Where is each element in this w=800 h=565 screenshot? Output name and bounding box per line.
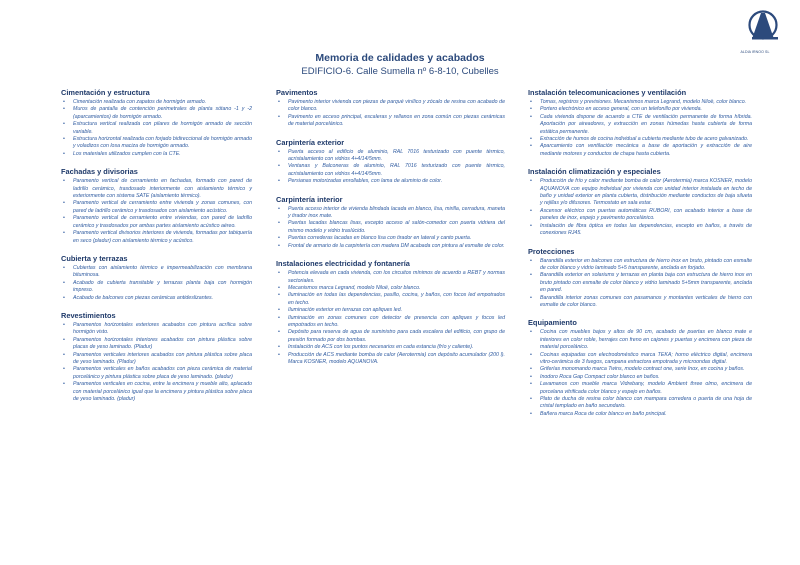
list-item	[61, 178, 252, 200]
bullet-icon: •	[530, 222, 532, 229]
list-item	[276, 352, 505, 367]
bullet-icon: •	[530, 373, 532, 380]
list-item-text: Instalación de fibra óptica en todas las dependencias, excepto en baños, a través de conexiones RJ45.	[540, 222, 752, 237]
bullet-icon: •	[530, 410, 532, 417]
bullet-icon: •	[530, 178, 532, 185]
logo-caption: ALDIA IRNOO SL	[740, 50, 770, 54]
list-item-text: Griferías monomando marca Twins, modelo contract one, serie Inox, en cocina y baños.	[540, 366, 745, 373]
list-item-text: Persianas motorizadas enrollables, con lama de aluminio de color.	[288, 178, 443, 185]
bullet-icon: •	[63, 178, 65, 185]
bullet-icon: •	[278, 307, 280, 314]
bullet-icon: •	[530, 329, 532, 336]
bullet-icon: •	[63, 230, 65, 237]
bullet-icon: •	[63, 294, 65, 301]
section-list	[276, 99, 505, 129]
list-item-text: Inodoro Roca Gap Compact color blanco en baños.	[540, 373, 660, 380]
list-item	[276, 270, 505, 285]
list-item-text: Paramentos verticales en cocina, entre la encimera y mueble alto, aplacado con material porcelánico igual que la encimera y pintura plástica sobre placa de yeso laminado. (pladur)	[73, 381, 252, 402]
list-item-text: Barandilla exterior en solariums y terrazas en planta baja con estructura de hierro inox en bruto pintado con esmalte de color blanco y vidrio laminado 5+5mm transparente, anclada en pared.	[540, 272, 752, 294]
page-subtitle: EDIFICIO-6. Calle Sumella nº 6-8-10, Cubelles	[301, 66, 499, 77]
section-list	[528, 329, 752, 418]
list-item-text: Plato de ducha de resina color blanco con mampara corredera o puerta de una hoja de cristal templado en baño secundario.	[540, 396, 752, 410]
list-item	[528, 381, 752, 396]
list-item-text: Depósito para reserva de agua de suministro para cada escalera del edificio, con grupo de presión formado por dos bombas.	[288, 329, 505, 343]
list-item-text: Ventanas y Balconeras de aluminio, RAL 7016 texturizado con puente térmico, acristalamiento con vidrios 4+4/14/5mm.	[288, 163, 505, 177]
bullet-icon: •	[278, 235, 280, 242]
page-title: Memoria de calidades y acabados	[315, 52, 485, 64]
list-item	[528, 366, 752, 373]
list-item-text: Iluminación exterior en terrazas con apliques led.	[288, 307, 403, 314]
bullet-icon: •	[63, 366, 65, 373]
bullet-icon: •	[530, 366, 532, 373]
list-item-text: Puerta acceso al edificio de aluminio, RAL 7016 texturizado con puente térmico, acristalamiento con vidrios 4+4/14/5mm.	[288, 148, 505, 163]
list-item-text: Cocinas equipadas con electrodoméstico marca TEKA; horno eléctrico digital, encimera vitro-cerámica de 3 fuegos, campana extractora empotrada y microondas digital.	[540, 351, 752, 365]
section-list	[528, 99, 752, 158]
section	[528, 167, 752, 237]
section	[528, 247, 752, 310]
list-item	[61, 280, 252, 295]
list-item	[528, 272, 752, 294]
bullet-icon: •	[278, 178, 280, 185]
section-list	[528, 258, 752, 310]
list-item-text: Tomas, registros y previsiones. Mecanismos marca Legrand, modelo Niloë, color blanco.	[540, 99, 747, 105]
bullet-icon: •	[278, 220, 280, 227]
section	[61, 88, 252, 158]
list-item-text: Estructura horizontal realizada con forjado bidireccional de hormigón armado y voladizos con losa maciza de hormigón armado.	[73, 136, 252, 150]
section-list	[276, 206, 505, 250]
list-item-text: Paramento vertical de cerramiento entre viviendas, con pared de ladrillo cerámico y trasdosados por ambas partes aislamiento acústico aéreo.	[73, 215, 252, 229]
list-item-text: Barandilla exterior en balcones con estructura de hierro inox en bruto, pintado con esmalte de color blanco y vidrio laminado 5+5 transparente, anclada en forjado.	[540, 257, 752, 271]
bullet-icon: •	[278, 99, 280, 105]
list-item	[276, 329, 505, 344]
bullet-icon: •	[278, 292, 280, 299]
bullet-icon: •	[278, 205, 280, 212]
list-item	[528, 223, 752, 238]
list-item-text: Extracción de humos de cocina individual a cubierta mediante tubo de acero galvanizado.	[540, 136, 749, 143]
section-heading: Instalación climatización y especiales	[528, 167, 661, 177]
bullet-icon: •	[63, 215, 65, 222]
list-item	[276, 220, 505, 235]
bullet-icon: •	[63, 351, 65, 358]
section-list	[61, 178, 252, 245]
list-item	[276, 149, 505, 164]
list-item	[61, 99, 252, 106]
list-item-text: Barandilla interior zonas comunes con pasamanos y montantes verticales de hierro con esmalte de color blanco.	[540, 294, 752, 308]
section-heading: Instalaciones electricidad y fontanería	[276, 259, 410, 269]
company-logo	[722, 6, 792, 56]
bullet-icon: •	[63, 99, 65, 105]
list-item	[528, 136, 752, 143]
list-item	[276, 344, 505, 351]
list-item	[61, 106, 252, 121]
list-item	[61, 215, 252, 230]
bullet-icon: •	[278, 284, 280, 291]
section-list	[61, 322, 252, 403]
list-item-text: Paramentos horizontales exteriores acabados con pintura acrílica sobre hormigón visto.	[73, 321, 252, 336]
list-item-text: Paramentos verticales en baños acabados con pieza cerámica de material porcelánico y pintura plástica sobre placa de yeso laminado. (pladur)	[73, 366, 252, 380]
list-item-text: Pavimento en acceso principal, escaleras y rellanos en zona común con piezas cerámicas de material porcelánico.	[288, 113, 505, 128]
bullet-icon: •	[278, 242, 280, 249]
list-item	[528, 114, 752, 136]
section	[61, 254, 252, 302]
section	[276, 138, 505, 186]
section-heading: Carpintería interior	[276, 194, 343, 204]
section-list	[276, 270, 505, 366]
bullet-icon: •	[63, 336, 65, 343]
list-item	[276, 163, 505, 178]
list-item	[528, 106, 752, 113]
bullet-icon: •	[278, 270, 280, 277]
list-item-text: Iluminación en zonas comunes con detector de presencia con apliques y focos led empotrados en techo.	[288, 314, 505, 328]
section-heading: Equipamiento	[528, 318, 577, 328]
bullet-icon: •	[63, 150, 65, 157]
bullet-icon: •	[278, 329, 280, 336]
list-item-text: Paramento vertical de cerramiento entre vivienda y zonas comunes, con pared de ladrillo cerámico y trasdosados con aislamiento acústico.	[73, 200, 252, 214]
list-item-text: Paramentos verticales interiores acabados con pintura plástica sobre placa de yeso laminado. (Pladur)	[73, 351, 252, 365]
section-heading: Revestimientos	[61, 310, 116, 320]
bullet-icon: •	[530, 113, 532, 120]
list-item-text: Portero electrónico en acceso general, con un telefonillo por vivienda.	[540, 106, 702, 113]
bullet-icon: •	[530, 99, 532, 105]
list-item-text: Producción de ACS mediante bomba de calor (Aerotermia) con depósito acumulador (200 l). Marca KOSNER, modelo AQUANOVA.	[288, 351, 505, 365]
section-heading: Pavimentos	[276, 88, 318, 97]
list-item-text: Estructura vertical realizada con pilares de hormigón armado de sección variable.	[73, 121, 252, 135]
list-item-text: Cada vivienda dispone de acuerdo a CTE de ventilación permanente de forma híbrida. Aportación por aireadores, y extracción en zonas húmedas hasta cubierta de forma estática permanente.	[540, 113, 752, 135]
list-item-text: Instalación de ACS con los puntos necesarios en cada estancia (frío y caliente).	[288, 344, 474, 351]
list-item-text: Potencia elevada en cada vivienda, con los circuitos mínimos de acuerdo a REBT y normas sectoriales.	[288, 270, 505, 284]
list-item	[61, 337, 252, 352]
section-heading: Cubierta y terrazas	[61, 253, 128, 263]
bullet-icon: •	[278, 113, 280, 120]
bullet-icon: •	[530, 257, 532, 264]
list-item-text: Iluminación en todas las dependencias, pasillo, cocina, y baños, con focos led empotrados en techo.	[288, 292, 505, 306]
list-item	[528, 258, 752, 273]
list-item	[61, 136, 252, 151]
bullet-icon: •	[530, 136, 532, 143]
bullet-icon: •	[63, 381, 65, 388]
bullet-icon: •	[530, 381, 532, 388]
section	[528, 88, 752, 158]
bullet-icon: •	[63, 264, 65, 271]
bullet-icon: •	[63, 121, 65, 128]
bullet-icon: •	[63, 106, 65, 113]
list-item	[61, 366, 252, 381]
section-list	[61, 99, 252, 158]
bullet-icon: •	[530, 143, 532, 150]
list-item-text: Producción de frío y calor mediante bomba de calor (Aerotermia) marca KOSNER, modelo AQUANOVA con equipo individual por vivienda con unidad interior instalada en techo de baño y unidad exterior en planta cubierta, distribución mediante conductos de baja silueta y rejillas y/o difusores. Termostato en sala estar.	[540, 178, 752, 207]
list-item-text: Puertas lacadas blancas lisas, excepto acceso al salón-comedor con puerta vidriera del mismo modelo y vidrio traslúcido.	[288, 220, 505, 234]
section-list	[528, 178, 752, 237]
bullet-icon: •	[63, 200, 65, 207]
list-item	[528, 99, 752, 106]
list-item	[61, 295, 252, 302]
bullet-icon: •	[63, 321, 65, 328]
list-item-text: Puerta acceso interior de vivienda blindada lacada en blanco, lisa, mirilla, cerradura, maneta y tirador inox mate.	[288, 205, 505, 220]
list-item	[528, 295, 752, 310]
bullet-icon: •	[530, 272, 532, 279]
list-item-text: Paramentos horizontales interiores acabados con pintura plástica sobre placas de yeso laminado. (Pladur)	[73, 336, 252, 351]
bullet-icon: •	[530, 294, 532, 301]
section	[528, 318, 752, 418]
list-item-text: Ascensor eléctrico con puertas automáticas RUBORI, con acabado interior a base de paneles de inox, espejo y pavimento porcelánico.	[540, 207, 752, 222]
bullet-icon: •	[278, 148, 280, 155]
list-item-text: Bañera marca Roca de color blanco en baño principal.	[540, 410, 667, 417]
list-item-text: Cubiertas con aislamiento térmico e impermeabilización con membrana bituminosa.	[73, 264, 252, 279]
list-item	[276, 114, 505, 129]
section-heading: Fachadas y divisorias	[61, 167, 138, 177]
list-item	[276, 235, 505, 242]
column-left	[61, 88, 252, 412]
section	[276, 259, 505, 366]
list-item	[61, 265, 252, 280]
section-heading: Cimentación y estructura	[61, 88, 150, 97]
section	[276, 88, 505, 129]
list-item-text: Paramento vertical divisorios interiores de vivienda, formadas por tabiquería en seco (pladur) con aislamiento térmico y acústico.	[73, 230, 252, 244]
list-item	[528, 352, 752, 367]
list-item	[61, 200, 252, 215]
bullet-icon: •	[530, 351, 532, 358]
list-item	[276, 292, 505, 307]
list-item	[528, 411, 752, 418]
column-right	[528, 88, 752, 427]
list-item	[276, 285, 505, 292]
list-item	[276, 99, 505, 114]
bullet-icon: •	[278, 344, 280, 351]
list-item-text: Cimentación realizada con zapatos de hormigón armado.	[73, 99, 207, 105]
list-item	[61, 121, 252, 136]
section-heading: Instalación telecomunicaciones y ventilación	[528, 88, 687, 97]
list-item-text: Pavimento interior vivienda con piezas de parqué vinílico y zócalo de resina con acabado de color blanco.	[288, 99, 505, 113]
bullet-icon: •	[63, 279, 65, 286]
list-item	[61, 381, 252, 403]
list-item-text: Muros de pantalla de contención perimetrales de planta sótano -1 y -2 (aparcamientos) de hormigón armado.	[73, 106, 252, 120]
list-item-text: Puertas correderas lacadas en blanco lisa con tirador en lateral y canto puerta.	[288, 235, 472, 242]
list-item	[61, 230, 252, 245]
bullet-icon: •	[278, 351, 280, 358]
list-item-text: Paramento vertical de cerramiento en fachadas, formado con pared de ladrillo cerámico, trasdosado interiormente con aislamiento térmico y exteriormente con sistema SATE (aislamiento térmico).	[73, 178, 252, 200]
section-list	[61, 265, 252, 302]
list-item-text: Acabado de cubierta transitable y terrazas planta baja con hormigón impreso.	[73, 279, 252, 294]
list-item	[61, 322, 252, 337]
bullet-icon: •	[278, 163, 280, 170]
bullet-icon: •	[278, 314, 280, 321]
section-heading: Protecciones	[528, 246, 575, 256]
list-item-text: Los materiales utilizados cumplen con la CTE.	[73, 150, 181, 157]
list-item-text: Mecanismos marca Legrand, modelo Niloë, color blanco.	[288, 284, 421, 291]
list-item	[276, 206, 505, 221]
list-item	[61, 151, 252, 158]
list-item-text: Frontal de armario de la carpintería con madera DM acabada con pintura al esmalte de color.	[288, 242, 505, 249]
list-item	[276, 307, 505, 314]
list-item	[528, 374, 752, 381]
list-item	[528, 208, 752, 223]
list-item	[276, 178, 505, 185]
column-middle	[276, 88, 505, 375]
section-heading: Carpintería exterior	[276, 137, 345, 147]
list-item-text: Lavamanos con mueble marca Vidrebany, modelo Ambient three olmo, encimera de porcelana vitrificada color blanco y espejo en baños.	[540, 381, 752, 395]
list-item-text: Aparcamiento con ventilación mecánica a base de aportación y extracción de aire mediante motores y conductos de chapa hasta cubierta.	[540, 143, 752, 157]
list-item	[276, 243, 505, 250]
section-list	[276, 149, 505, 186]
section	[61, 311, 252, 403]
list-item	[276, 315, 505, 330]
bullet-icon: •	[530, 207, 532, 214]
bullet-icon: •	[63, 136, 65, 143]
bullet-icon: •	[530, 396, 532, 402]
list-item	[528, 178, 752, 208]
list-item	[528, 396, 752, 411]
list-item-text: Cocina con muebles bajos y altos de 90 cm, acabado de puertas en blanco mate e interiores en color roble, herrajes con freno en cajones y puertas y encimera con pieza de material porcelánico.	[540, 329, 752, 351]
list-item	[528, 143, 752, 158]
section	[61, 167, 252, 245]
list-item	[61, 352, 252, 367]
list-item	[528, 329, 752, 351]
bullet-icon: •	[530, 106, 532, 113]
section	[276, 195, 505, 250]
list-item-text: Acabado de balcones con piezas cerámicas antideslizantes.	[73, 294, 214, 301]
